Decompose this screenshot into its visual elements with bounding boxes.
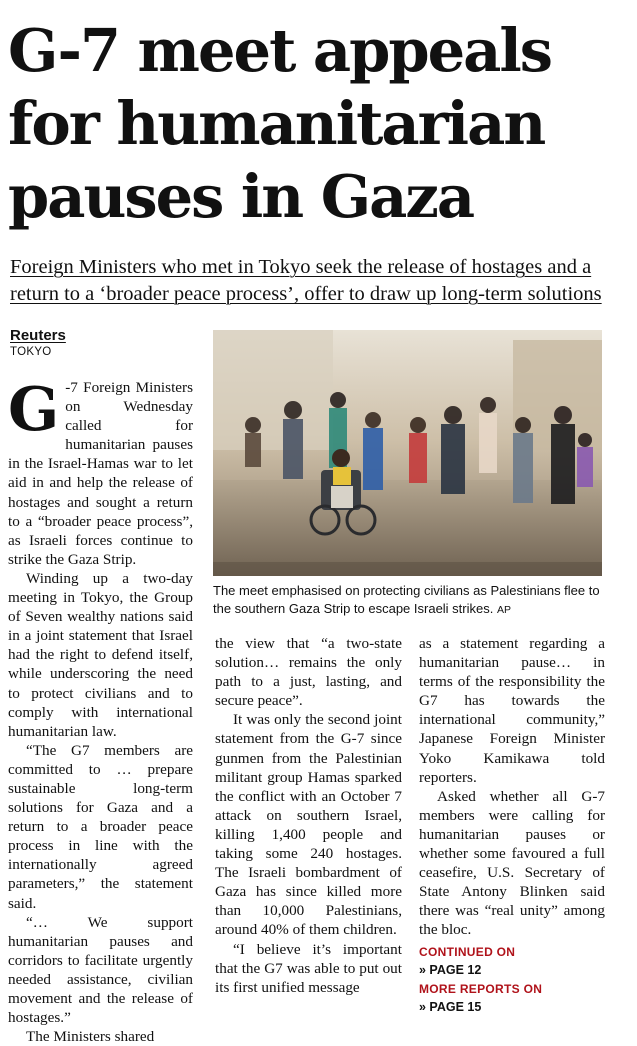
more-reports-page-link[interactable]: » PAGE 15 bbox=[419, 1000, 482, 1014]
standfirst-text: Foreign Ministers who met in Tokyo seek the release of hostages and a return to a ‘broader peace process’, offer to draw up long-term solutions bbox=[10, 256, 602, 305]
standfirst bbox=[10, 254, 630, 308]
paragraph: “… We support humanitarian pauses and corridors to facilitate urgently needed assistance, civilian movement and the release of hostages.” bbox=[8, 913, 193, 1027]
byline-dateline: TOKYO bbox=[10, 346, 52, 358]
crowd-photo-illustration bbox=[213, 330, 602, 576]
continued-on-label: CONTINUED ON bbox=[419, 945, 516, 959]
photo-caption bbox=[213, 582, 608, 619]
article-column-3 bbox=[419, 634, 605, 940]
caption-text: The meet emphasised on protecting civilians as Palestinians flee to the southern Gaza Strip to escape Israeli strikes. bbox=[213, 583, 600, 616]
article-column-2 bbox=[215, 634, 402, 997]
continued-page-link[interactable]: » PAGE 12 bbox=[419, 963, 482, 977]
paragraph: as a statement regarding a humanitarian pause… in terms of the responsibility the G7 has towards the international community,” Japanese Foreign Minister Yoko Kamikawa told reporters. bbox=[419, 635, 605, 786]
more-reports-label: MORE REPORTS ON bbox=[419, 982, 543, 996]
paragraph: “The G7 members are committed to … prepare sustainable long-term solutions for Gaza and a return to a broader peace process in line with the internationally agreed parameters,” the statement said. bbox=[8, 741, 193, 912]
byline bbox=[10, 327, 66, 358]
paragraph: the view that “a two-state solution… remains the only path to a just, lasting, and secure peace”. bbox=[215, 635, 402, 710]
byline-agency: Reuters bbox=[10, 327, 66, 344]
jump-references bbox=[419, 944, 542, 1018]
paragraph: Asked whether all G-7 members were calling for humanitarian pauses or whether some favoured a full ceasefire, U.S. Secretary of State Antony Blinken said there was “real unity” among the bloc. bbox=[419, 787, 605, 939]
headline: G-7 meet appeals for humanitarian pauses in Gaza bbox=[8, 16, 551, 231]
paragraph: The Ministers shared bbox=[26, 1028, 155, 1046]
paragraph: It was only the second joint statement from the G-7 since gunmen from the Palestinian militant group Hamas sparked the conflict with an October 7 attack on southern Israel, killing 1,400 people and taking some 240 hostages. The Israeli bombardment of Gaza has since killed more than 10,000 Palestinians, around 40% of them children. bbox=[215, 711, 402, 939]
news-photo bbox=[213, 330, 602, 576]
drop-cap: G bbox=[8, 375, 60, 445]
paragraph-text: -7 Foreign Ministers on Wednesday called for humanitarian pauses in the Israel-Hamas war to let aid in and help the release of hostages and sought a return to a “broader peace process”, as Israeli forces continue to strike the Gaza Strip. bbox=[8, 379, 193, 568]
photo-credit: AP bbox=[496, 604, 511, 616]
paragraph: “I believe it’s important that the G7 was able to put out its first unified message bbox=[215, 940, 402, 996]
paragraph: Winding up a two-day meeting in Tokyo, the Group of Seven wealthy nations said in a joint statement that Israel had the right to defend itself, while underscoring the need to protect civilians and to comply with international humanitarian law. bbox=[8, 569, 193, 740]
article-column-1 bbox=[8, 375, 193, 1046]
paragraph bbox=[8, 375, 193, 569]
